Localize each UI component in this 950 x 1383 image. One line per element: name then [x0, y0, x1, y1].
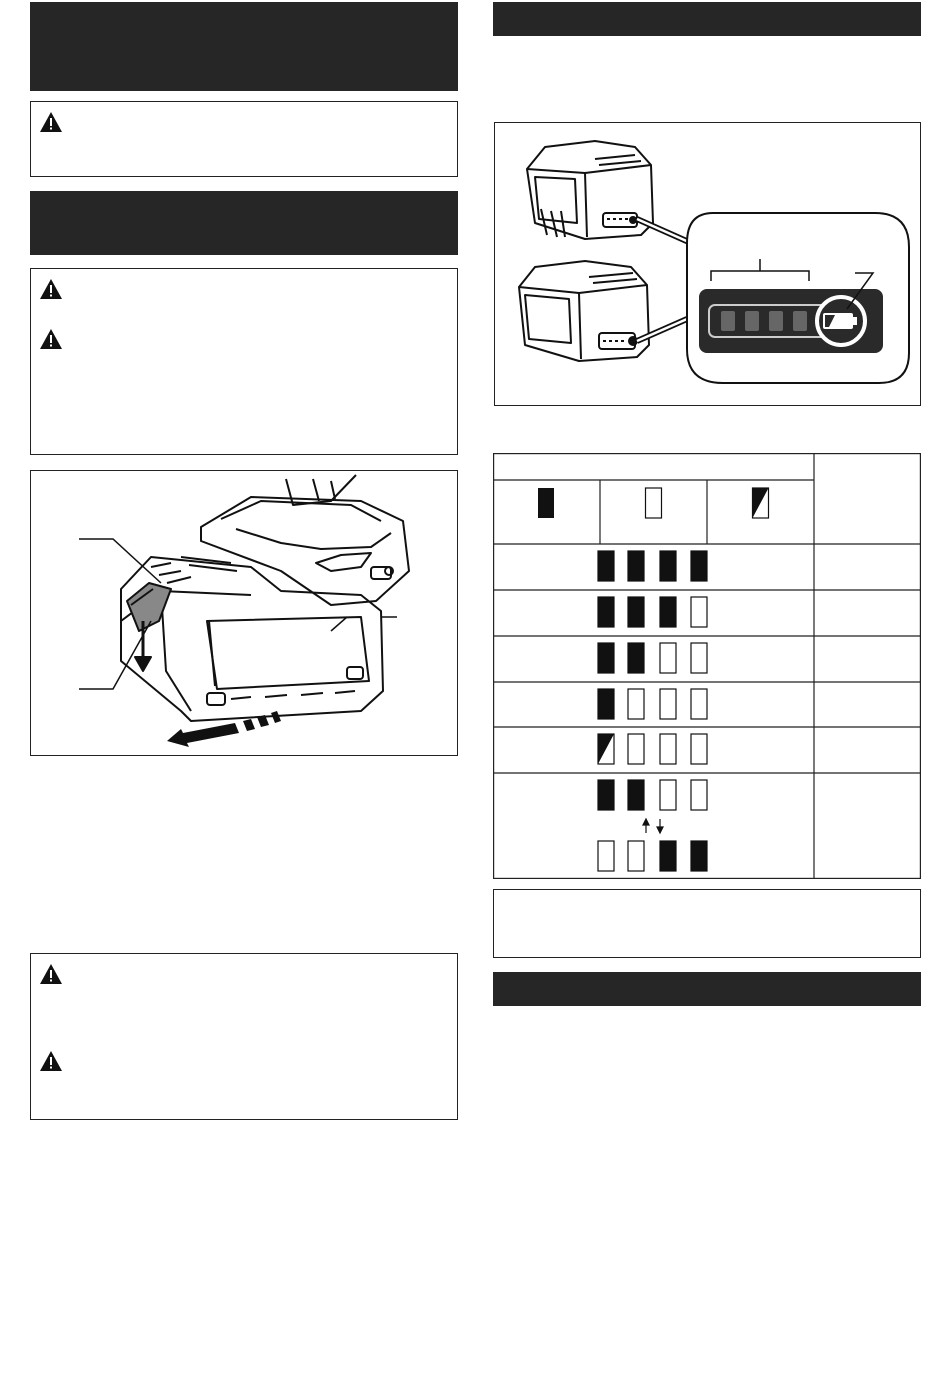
lamp-off	[691, 780, 707, 810]
lamp-off	[660, 734, 676, 764]
left-section-header-2	[30, 191, 458, 255]
lamp-on	[598, 597, 614, 627]
battery-removal-illustration	[31, 471, 456, 754]
capacity-table	[493, 453, 921, 879]
lamp-blink	[598, 734, 614, 764]
lamp-on	[691, 551, 707, 581]
lamp-on	[628, 551, 644, 581]
lamp-off	[691, 734, 707, 764]
alternating-arrows	[643, 819, 663, 833]
lamp-on	[691, 841, 707, 871]
lamp-blinking-legend	[753, 488, 769, 518]
lamp-off	[691, 597, 707, 627]
left-warning-box-1	[30, 101, 458, 177]
indicator-figure	[494, 122, 921, 406]
warning-icon	[39, 328, 63, 350]
indicator-illustration	[495, 123, 919, 404]
warning-icon	[39, 111, 63, 133]
lamp-on	[660, 551, 676, 581]
lamp-on	[660, 841, 676, 871]
lamp-off	[628, 689, 644, 719]
left-warning-box-3	[30, 953, 458, 1120]
note-box	[493, 889, 921, 958]
lamp-off-legend	[646, 488, 662, 518]
lamp-on	[598, 689, 614, 719]
lamp-on	[598, 643, 614, 673]
right-section-header-2	[493, 972, 921, 1006]
lamp-off	[660, 643, 676, 673]
lamp-off	[660, 689, 676, 719]
lamp-lit-legend	[538, 488, 554, 518]
warning-icon	[39, 963, 63, 985]
warning-icon	[39, 278, 63, 300]
lamp-on	[628, 643, 644, 673]
lamp-on	[628, 780, 644, 810]
lamp-off	[598, 841, 614, 871]
lamp-off	[660, 780, 676, 810]
lamp-off	[628, 841, 644, 871]
lamp-on	[628, 597, 644, 627]
right-section-header-1	[493, 2, 921, 36]
warning-icon	[39, 1050, 63, 1072]
battery-pack	[519, 261, 649, 361]
lamp-off	[691, 689, 707, 719]
left-section-header-1	[30, 2, 458, 91]
lamp-on	[598, 551, 614, 581]
lamp-off	[691, 643, 707, 673]
left-warning-box-2	[30, 268, 458, 455]
lamp-on	[660, 597, 676, 627]
lamp-off	[628, 734, 644, 764]
battery-removal-figure	[30, 470, 458, 756]
lamp-on	[598, 780, 614, 810]
